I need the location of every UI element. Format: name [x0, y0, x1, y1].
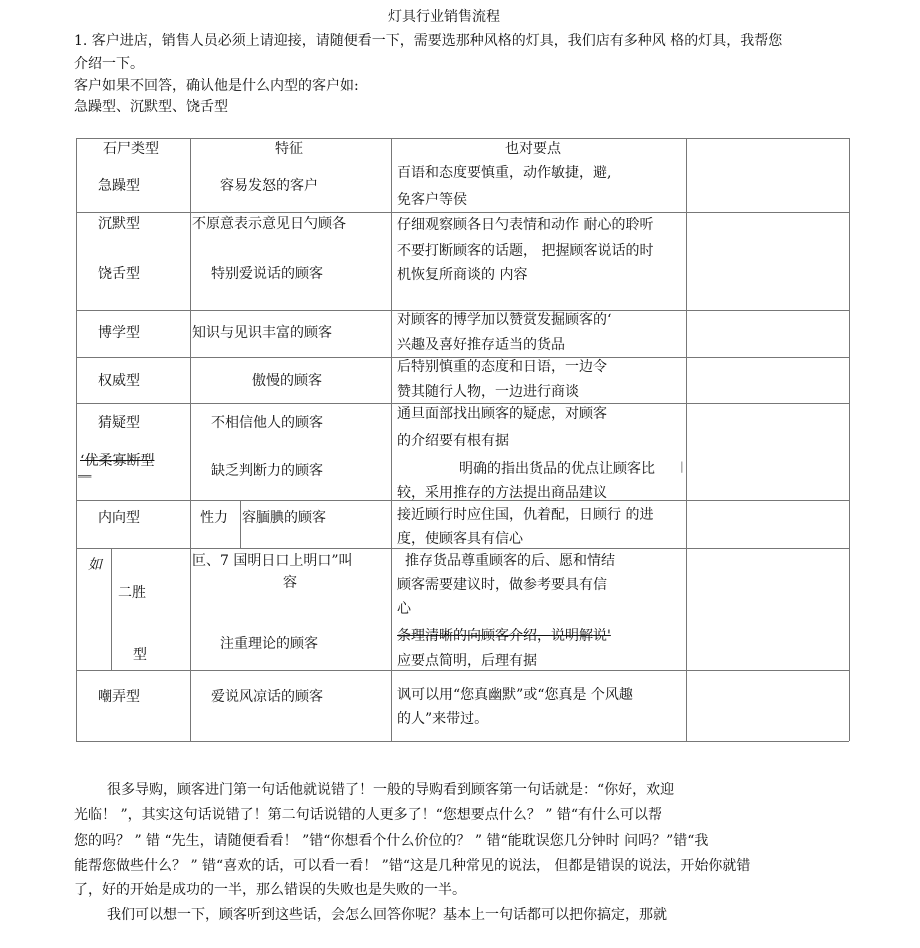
type-cell: 饶舌型: [98, 266, 140, 282]
column-header: 石尸类型: [103, 141, 159, 157]
trait-cell: 知识与见识丰富的顾客: [192, 325, 332, 341]
type-cell: ‘优柔寡断型: [80, 453, 155, 469]
body-line: 能帮您做些什么？ ” 错“喜欢的话，可以看一看！ ”错“这是几种常见的说法， 但都是错误的说法，开始你就错: [74, 858, 751, 874]
trait-cell: 注重理论的顾客: [220, 636, 318, 652]
table-border: [76, 670, 849, 671]
trait-cell: 容腼腆的顾客: [242, 510, 326, 526]
type-cell: 权威型: [98, 373, 140, 389]
table-border: [76, 138, 77, 741]
table-border: [76, 403, 849, 404]
points-cell: 的介绍要有根有据: [397, 433, 509, 449]
points-cell: 对顾客的博学加以赞赏发掘顾客的‘: [397, 312, 612, 328]
points-cell: 免客户等侯: [397, 192, 467, 208]
trait-cell: 容易发怒的客户: [220, 178, 318, 194]
points-cell: 明确的指出货品的优点让顾客比: [459, 461, 655, 477]
points-cell: 的人”来带过。: [397, 711, 489, 727]
points-cell: 仔细观察顾各日勺表情和动作 耐心的聆听: [397, 217, 654, 233]
intro-line: 客户如果不回答，确认他是什么内型的客户如:: [74, 78, 359, 94]
table-border: [849, 138, 850, 741]
points-cell: 讽可以用“您真幽默”或“您真是 个风趣: [397, 687, 633, 703]
table-border: [76, 138, 849, 139]
points-cell: 不要打断顾客的话题， 把握顾客说话的时: [397, 243, 654, 259]
table-border: [76, 548, 849, 549]
column-header: 特征: [275, 141, 303, 157]
points-cell: 推存货品尊重顾客的后、愿和情结: [405, 553, 615, 569]
points-cell: 机恢复所商谈的 内容: [397, 267, 528, 283]
points-cell: 度，使顾客具有信心: [397, 531, 523, 547]
points-cell: 后特别慎重的态度和日语，一边令: [397, 359, 607, 375]
points-cell: 接近顾行时应住国，仇着配，日顾行 的进: [397, 507, 654, 523]
body-line: 很多导购，顾客进门第一句话他就说错了！一般的导购看到顾客第一句话就是：“你好，欢迎: [107, 782, 675, 798]
type-cell: 型: [133, 647, 147, 663]
type-cell: 嘲弄型: [98, 689, 140, 705]
points-cell: 赞其随行人物，一边进行商谈: [397, 384, 579, 400]
trait-cell: 特别爱说话的顾客: [211, 266, 323, 282]
table-border: [190, 138, 191, 741]
trait-cell: 缺乏判断力的顾客: [211, 463, 323, 479]
trait-prefix: 性力: [200, 510, 228, 526]
points-cell: 兴趣及喜好推存适当的货品: [397, 337, 565, 353]
points-cell: 心: [397, 601, 411, 617]
edge-mark: |: [680, 460, 684, 473]
trait-cell: 容: [283, 575, 297, 591]
points-cell: 应要点简明，后理有据: [397, 653, 537, 669]
body-line: 了，好的开始是成功的一半，那么错误的失败也是失败的一半。: [74, 882, 466, 898]
intro-line: 介绍一下。: [74, 56, 144, 72]
trait-cell: 傲慢的顾客: [252, 373, 322, 389]
document-title: 灯具行业销售流程: [388, 9, 500, 25]
body-line: 我们可以想一下，顾客听到这些话，会怎么回答你呢？基本上一句话都可以把你搞定，那就: [107, 907, 667, 923]
type-cell: 二胜: [118, 585, 146, 601]
points-cell: 条理清晰的向顾客介绍，说明解说': [397, 628, 611, 644]
intro-line: 1. 客户进店，销售人员必须上请迎接，请随便看一下，需要选那种风格的灯具，我们店有多种风 格的灯具，我帮您: [74, 33, 783, 49]
body-line: 您的吗？ ” 错 “先生，请随便看看！ ”错“你想看个什么价位的？ ” 错“能耽误您几分钟时 问吗？”错“我: [74, 833, 709, 849]
trait-cell: 叵、7 国明日口上明口”叫: [192, 553, 353, 569]
table-border: [391, 138, 392, 741]
type-cell: 内向型: [98, 510, 140, 526]
table-border: [76, 212, 849, 213]
strike-mark: ══: [78, 470, 92, 483]
trait-cell: 不相信他人的顾客: [211, 415, 323, 431]
table-border: [111, 548, 112, 670]
type-cell: 博学型: [98, 325, 140, 341]
side-char: 如: [88, 557, 102, 573]
points-cell: 顾客需要建议时，做参考要具有信: [397, 577, 607, 593]
table-border: [686, 138, 687, 741]
points-cell: 较，采用推存的方法提出商品建议: [397, 485, 607, 501]
trait-cell: 不原意表示意见日勺顾各: [192, 216, 346, 232]
type-cell: 猜疑型: [98, 415, 140, 431]
body-line: 光临！ ”，其实这句话说错了！第二句话说错的人更多了！“您想要点什么？ ” 错“有什么可以帮: [74, 807, 662, 823]
points-cell: 通旦面部找出顾客的疑虑，对顾客: [397, 406, 607, 422]
trait-cell: 爱说风凉话的顾客: [211, 689, 323, 705]
points-cell: 百语和态度要慎重，动作敏捷，避,: [397, 165, 612, 181]
intro-line: 急躁型、沉默型、饶舌型: [74, 99, 228, 115]
type-cell: 沉默型: [98, 216, 140, 232]
table-border: [76, 741, 849, 742]
table-border: [240, 500, 241, 548]
column-header: 也对要点: [505, 141, 561, 157]
type-cell: 急躁型: [98, 178, 140, 194]
